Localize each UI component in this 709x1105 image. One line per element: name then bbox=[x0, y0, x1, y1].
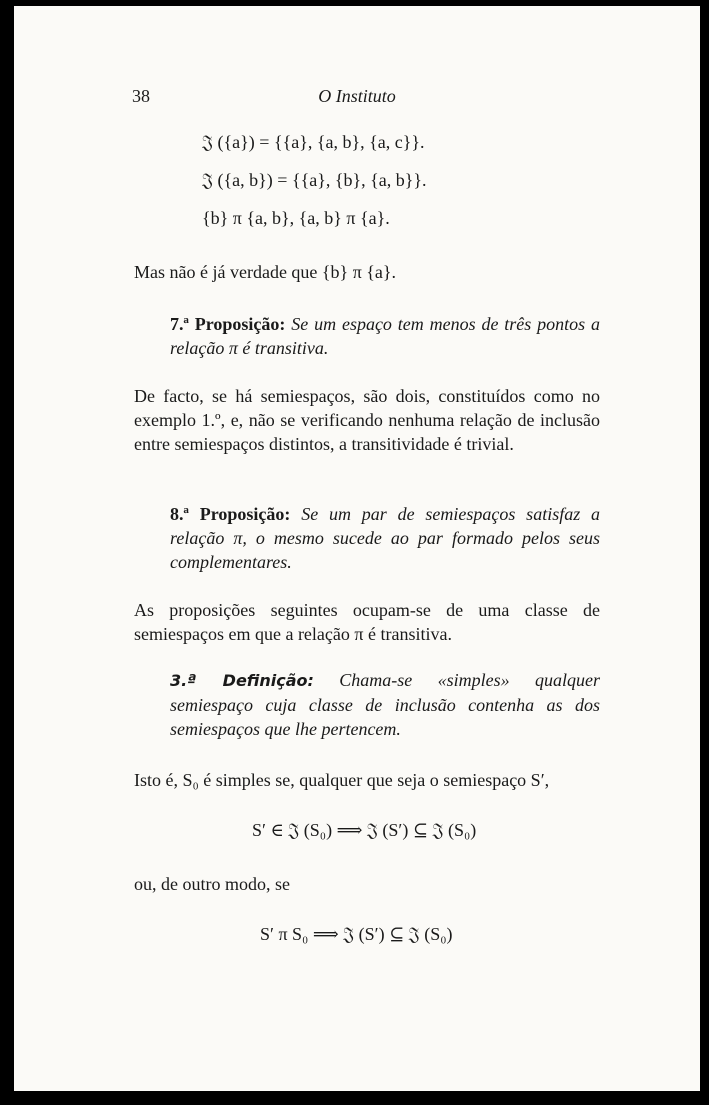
proposition-8 bbox=[170, 502, 600, 574]
definition-3-text: Chama-se «simples» qualquer semiespaço cuja classe de inclusão contenha as dos semiespaços que lhe pertencem. bbox=[170, 670, 600, 739]
proposition-7-label: 7.ª Proposição: bbox=[170, 314, 286, 334]
page bbox=[14, 6, 700, 1091]
definition-3 bbox=[170, 668, 600, 741]
equation-1: 𝔍 ({a}) = {{a}, {a, b}, {a, c}}. bbox=[202, 132, 425, 152]
proposition-7 bbox=[170, 312, 600, 360]
formula-1: S′ ∈ 𝔍 (S₀) ⟹ 𝔍 (S′) ⊆ 𝔍 (S₀) bbox=[252, 820, 477, 840]
paragraph-2: De facto, se há semiespaços, são dois, constituídos como no exemplo 1.º, e, não se verificando nenhuma relação de inclusão entre semiespaços distintos, a transitividade é trivial. bbox=[134, 386, 600, 454]
equation-3: {b} π {a, b}, {a, b} π {a}. bbox=[202, 208, 390, 228]
proposition-8-label: 8.ª Proposição: bbox=[170, 504, 291, 524]
page-number: 38 bbox=[132, 86, 150, 106]
paragraph-5: ou, de outro modo, se bbox=[134, 874, 290, 894]
definition-3-label: 3.ª Definição: bbox=[170, 671, 314, 690]
running-title: O Instituto bbox=[318, 86, 396, 106]
paragraph-3: As proposições seguintes ocupam-se de uma classe de semiespaços em que a relação π é transitiva. bbox=[134, 600, 600, 644]
formula-2: S′ π S₀ ⟹ 𝔍 (S′) ⊆ 𝔍 (S₀) bbox=[260, 924, 453, 944]
equation-2: 𝔍 ({a, b}) = {{a}, {b}, {a, b}}. bbox=[202, 170, 427, 190]
proposition-7-text: Se um espaço tem menos de três pontos a relação π é transitiva. bbox=[170, 314, 601, 358]
paragraph-4: Isto é, S₀ é simples se, qualquer que seja o semiespaço S′, bbox=[134, 770, 550, 790]
proposition-8-text: Se um par de semiespaços satisfaz a relação π, o mesmo sucede ao par formado pelos seus complementares. bbox=[170, 504, 601, 572]
paragraph-1: Mas não é já verdade que {b} π {a}. bbox=[134, 262, 397, 282]
page-header bbox=[14, 86, 700, 112]
